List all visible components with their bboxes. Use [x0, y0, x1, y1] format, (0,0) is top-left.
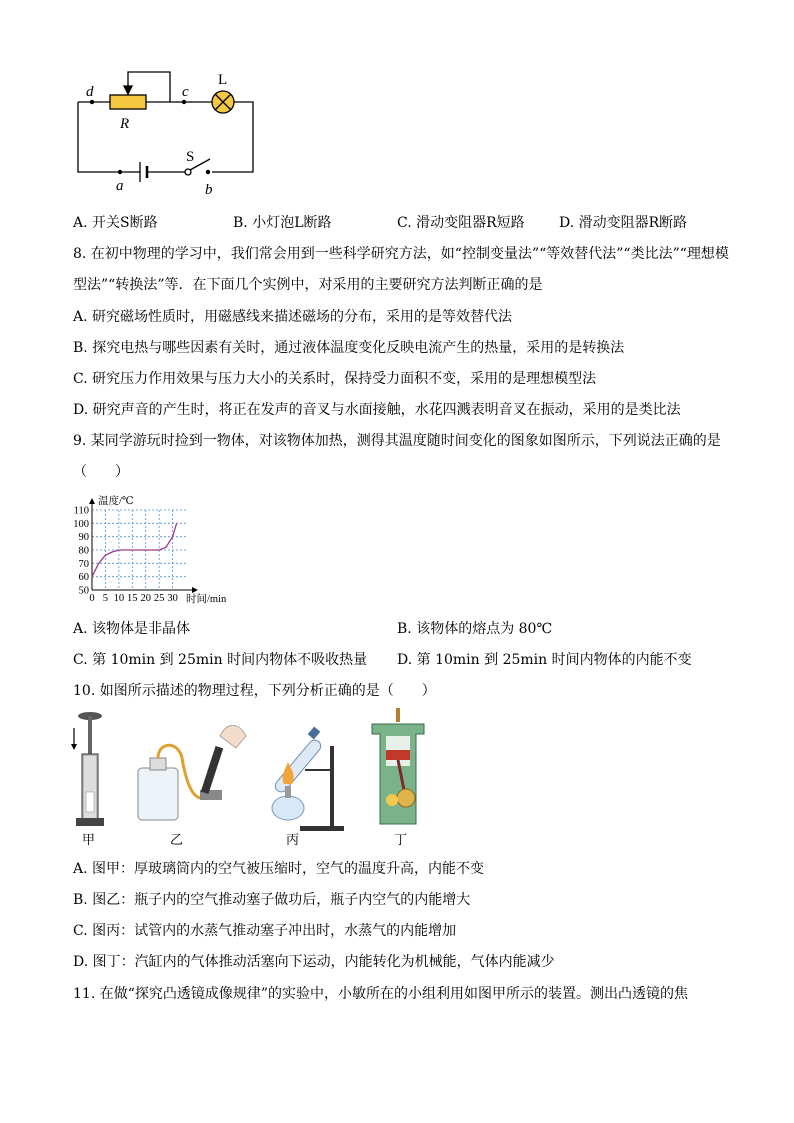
- chart-y-tick-label: 100: [73, 518, 89, 530]
- q9-option-d[interactable]: D. 第 10min 到 25min 时间内物体的内能不变: [397, 652, 692, 668]
- q10-option-d[interactable]: D. 图丁：汽缸内的气体推动活塞向下运动，内能转化为机械能，气体内能减少: [73, 954, 555, 970]
- q7-option-c[interactable]: C. 滑动变阻器R短路: [397, 215, 525, 231]
- temperature-time-chart: [66, 490, 246, 608]
- figure-bing-test-tube: [272, 727, 344, 847]
- q11-stem: 11. 在做“探究凸透镜成像规律”的实验中，小敏所在的小组利用如图甲所示的装置。测出凸透镜的焦: [73, 986, 689, 1002]
- q10-figures: [60, 706, 460, 850]
- q9-option-c[interactable]: C. 第 10min 到 25min 时间内物体不吸收热量: [73, 652, 368, 668]
- figure-label-ding: 丁: [394, 832, 408, 847]
- q9-option-a[interactable]: A. 该物体是非晶体: [73, 621, 191, 637]
- circuit-label-b: b: [205, 182, 213, 198]
- chart-x-tick-label: 5: [102, 593, 109, 604]
- chart-x-tick-label: 25: [153, 593, 165, 604]
- q10-option-b[interactable]: B. 图乙：瓶子内的空气推动塞子做功后，瓶子内空气的内能增大: [73, 892, 471, 908]
- q10-option-c[interactable]: C. 图丙：试管内的水蒸气推动塞子冲出时，水蒸气的内能增加: [73, 923, 457, 939]
- circuit-label-S: S: [186, 149, 195, 165]
- chart-x-axis-label: 时间/min: [186, 594, 227, 605]
- chart-x-tick-label: 0: [89, 593, 95, 604]
- q8-option-d[interactable]: D. 研究声音的产生时，将正在发声的音叉与水面接触，水花四溅表明音叉在振动，采用的是类比法: [73, 402, 681, 418]
- q9-option-b[interactable]: B. 该物体的熔点为 80℃: [397, 621, 553, 637]
- chart-y-axis-arrow: [89, 498, 95, 504]
- q9-stem-line2: （ ）: [73, 464, 129, 480]
- q10-option-a[interactable]: A. 图甲：厚玻璃筒内的空气被压缩时，空气的温度升高，内能不变: [73, 861, 485, 877]
- q7-option-b[interactable]: B. 小灯泡L断路: [233, 215, 332, 231]
- circuit-label-d: d: [86, 84, 94, 100]
- circuit-label-c: c: [182, 84, 189, 100]
- q8-stem-line1: 8. 在初中物理的学习中，我们常会用到一些科学研究方法，如“控制变量法”“等效替代法”“类比法”“理想模: [73, 246, 729, 262]
- circuit-label-a: a: [116, 178, 124, 194]
- q8-option-c[interactable]: C. 研究压力作用效果与压力大小的关系时，保持受力面积不变，采用的是理想模型法: [73, 371, 597, 387]
- chart-x-tick-label: 15: [127, 593, 138, 604]
- figure-label-yi: 乙: [170, 832, 184, 847]
- circuit-diagram: [70, 62, 270, 198]
- chart-y-tick-label: 60: [78, 572, 89, 584]
- q10-stem: 10. 如图所示描述的物理过程，下列分析正确的是（ ）: [73, 683, 436, 699]
- q7-option-a[interactable]: A. 开关S断路: [73, 215, 158, 231]
- figure-ding-engine-cylinder: [372, 708, 424, 847]
- figure-label-jia: 甲: [82, 832, 96, 847]
- chart-x-axis-arrow: [192, 587, 198, 593]
- chart-x-tick-label: 20: [140, 593, 151, 604]
- q8-option-b[interactable]: B. 探究电热与哪些因素有关时，通过液体温度变化反映电流产生的热量，采用的是转换法: [73, 340, 625, 356]
- chart-y-tick-label: 80: [78, 545, 89, 557]
- chart-y-tick-label: 90: [78, 532, 89, 544]
- chart-y-tick-label: 70: [78, 558, 89, 570]
- figure-jia-compression-cylinder: [71, 712, 104, 847]
- circuit-label-L: L: [218, 72, 228, 88]
- circuit-label-R: R: [120, 116, 130, 132]
- chart-y-tick-label: 50: [78, 585, 89, 597]
- chart-y-ticks: [73, 506, 89, 597]
- chart-y-axis-label: 温度/℃: [98, 496, 134, 507]
- chart-x-ticks: [89, 593, 177, 604]
- q8-option-a[interactable]: A. 研究磁场性质时，用磁感线来描述磁场的分布，采用的是等效替代法: [73, 309, 513, 325]
- chart-x-tick-label: 30: [167, 593, 178, 604]
- figure-label-bing: 丙: [286, 832, 300, 847]
- q9-stem-line1: 9. 某同学游玩时捡到一物体，对该物体加热，测得其温度随时间变化的图象如图所示，下列说法正确的是: [73, 433, 721, 449]
- chart-x-tick-label: 10: [113, 593, 125, 604]
- q7-option-d[interactable]: D. 滑动变阻器R断路: [559, 215, 688, 231]
- figure-yi-bottle-pump: [138, 725, 246, 847]
- q8-stem-line2: 型法”“转换法”等．在下面几个实例中，对采用的主要研究方法判断正确的是: [73, 277, 543, 293]
- chart-y-tick-label: 110: [73, 505, 89, 517]
